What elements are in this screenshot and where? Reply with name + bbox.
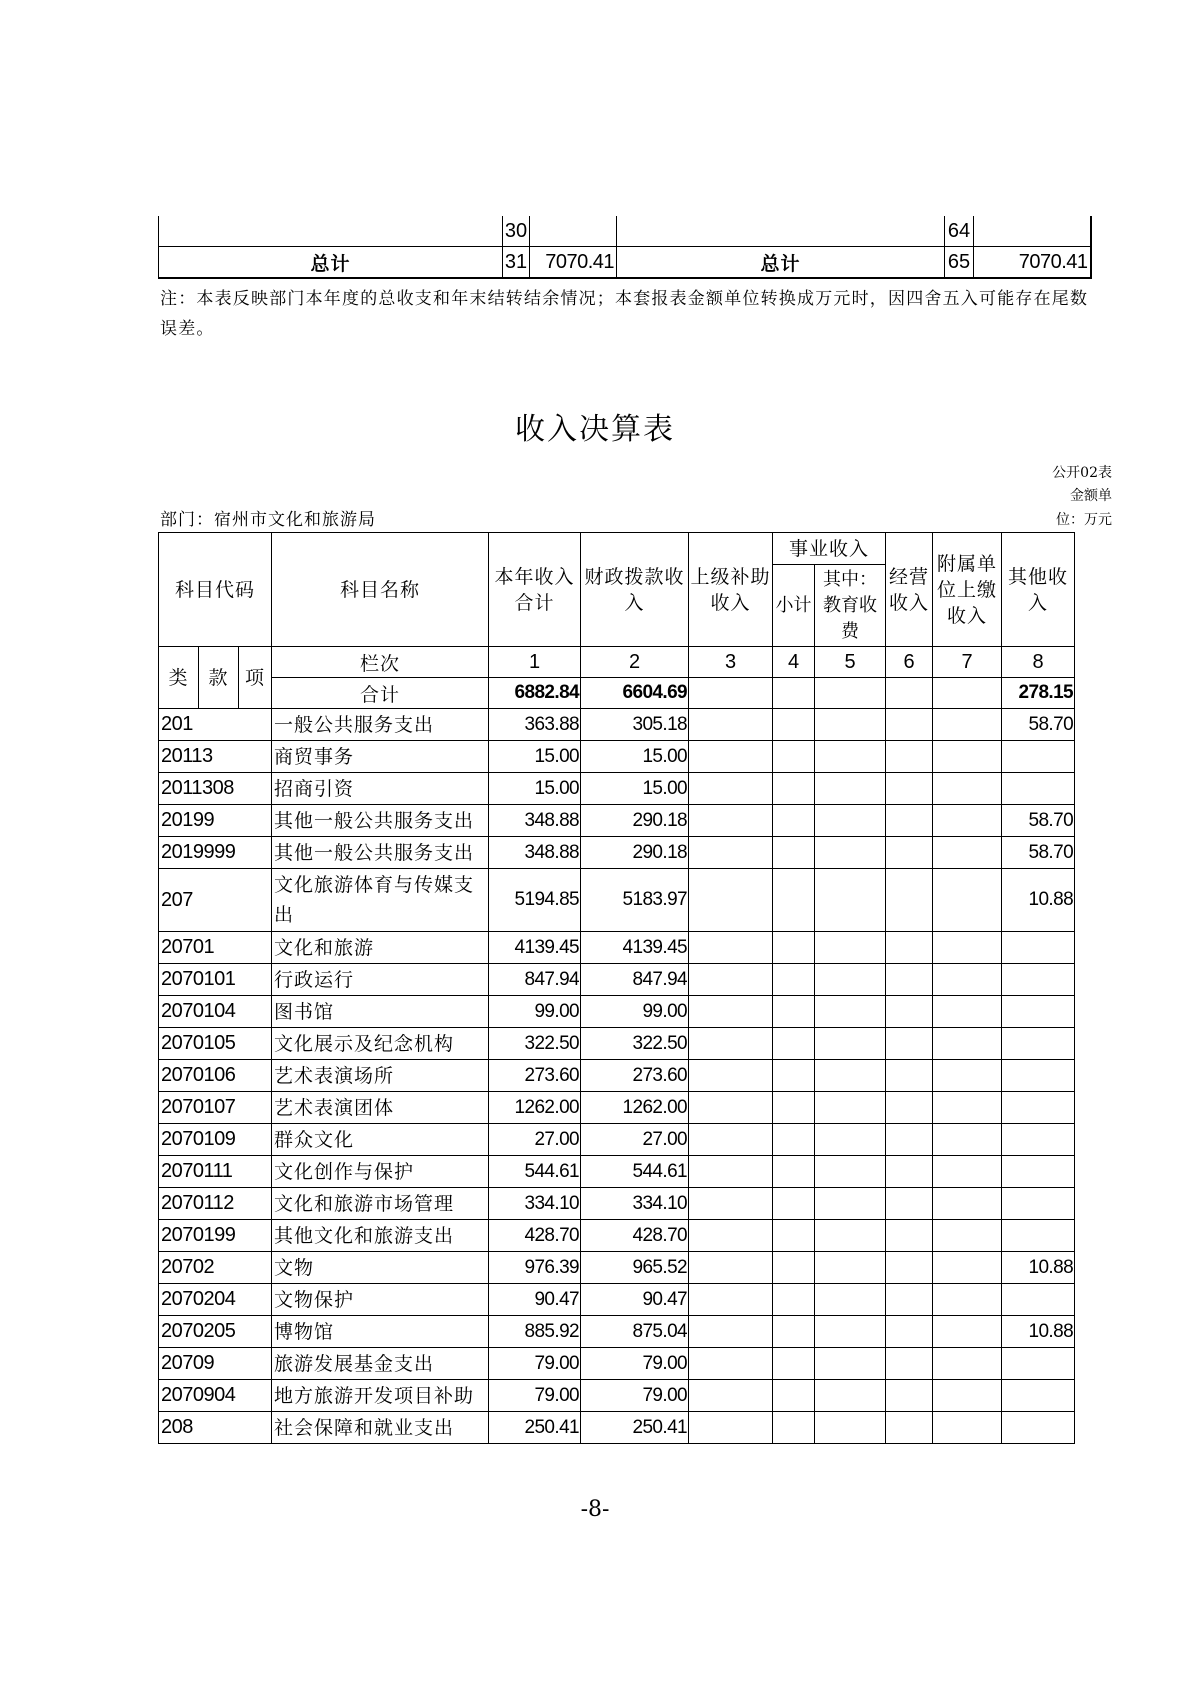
amount-cell — [689, 964, 773, 996]
amount-cell — [886, 741, 933, 773]
table-row — [159, 1348, 1075, 1380]
amount-cell: 27.00 — [581, 1124, 689, 1156]
amount-cell — [773, 741, 815, 773]
subject-name: 其他一般公共服务支出 — [272, 805, 489, 837]
column-number: 5 — [815, 647, 886, 678]
amount-cell — [933, 1316, 1002, 1348]
header-operating: 经营收入 — [886, 533, 933, 647]
amount-cell — [773, 1188, 815, 1220]
amount-cell — [933, 1156, 1002, 1188]
total-value: 6882.84 — [489, 678, 581, 709]
amount-cell: 79.00 — [581, 1348, 689, 1380]
amount-cell — [1002, 1284, 1075, 1316]
amount-cell: 363.88 — [489, 709, 581, 741]
summary-left-label: 总计 — [159, 247, 503, 279]
summary-right-line-number: 65 — [945, 247, 974, 279]
table-row — [159, 837, 1075, 869]
amount-cell: 544.61 — [581, 1156, 689, 1188]
subject-code: 208 — [159, 1412, 272, 1444]
subject-name: 招商引资 — [272, 773, 489, 805]
amount-cell — [933, 869, 1002, 932]
header-total: 本年收入合计 — [489, 533, 581, 647]
subject-code: 2070109 — [159, 1124, 272, 1156]
amount-cell — [773, 1252, 815, 1284]
table-row — [159, 741, 1075, 773]
subject-name: 商贸事务 — [272, 741, 489, 773]
amount-cell: 322.50 — [489, 1028, 581, 1060]
subject-name: 一般公共服务支出 — [272, 709, 489, 741]
amount-cell — [815, 773, 886, 805]
amount-cell — [886, 1412, 933, 1444]
amount-cell — [886, 1220, 933, 1252]
amount-cell — [815, 1220, 886, 1252]
table-row — [159, 1188, 1075, 1220]
table-row — [159, 932, 1075, 964]
amount-cell — [773, 1316, 815, 1348]
table-row — [159, 1124, 1075, 1156]
amount-cell — [689, 1284, 773, 1316]
amount-cell — [689, 1252, 773, 1284]
subject-name: 艺术表演团体 — [272, 1092, 489, 1124]
subject-code: 2011308 — [159, 773, 272, 805]
amount-cell — [773, 869, 815, 932]
amount-cell — [815, 964, 886, 996]
amount-cell — [815, 1412, 886, 1444]
amount-cell — [933, 837, 1002, 869]
amount-cell — [689, 1412, 773, 1444]
subject-code: 2070205 — [159, 1316, 272, 1348]
table-row — [159, 996, 1075, 1028]
amount-cell — [689, 1060, 773, 1092]
amount-cell — [815, 1028, 886, 1060]
amount-cell — [689, 1124, 773, 1156]
amount-cell — [815, 1060, 886, 1092]
subject-name: 社会保障和就业支出 — [272, 1412, 489, 1444]
subject-code: 20199 — [159, 805, 272, 837]
subject-name: 文物保护 — [272, 1284, 489, 1316]
subject-code: 20709 — [159, 1348, 272, 1380]
amount-cell — [815, 932, 886, 964]
subject-name: 地方旅游开发项目补助 — [272, 1380, 489, 1412]
amount-cell — [815, 1284, 886, 1316]
amount-cell — [773, 932, 815, 964]
table-row — [159, 805, 1075, 837]
amount-cell — [773, 996, 815, 1028]
header-name: 科目名称 — [272, 533, 489, 647]
amount-cell — [689, 709, 773, 741]
table-row — [159, 709, 1075, 741]
amount-cell — [933, 1380, 1002, 1412]
amount-cell — [773, 773, 815, 805]
subject-name: 其他一般公共服务支出 — [272, 837, 489, 869]
amount-cell — [933, 709, 1002, 741]
amount-cell — [773, 1028, 815, 1060]
amount-cell — [933, 1188, 1002, 1220]
amount-cell: 348.88 — [489, 837, 581, 869]
summary-left-amount — [530, 216, 617, 247]
income-table — [158, 532, 1075, 1444]
amount-cell — [815, 1348, 886, 1380]
amount-cell — [933, 964, 1002, 996]
subject-name: 博物馆 — [272, 1316, 489, 1348]
table-row — [159, 1316, 1075, 1348]
amount-cell — [886, 1060, 933, 1092]
amount-cell: 10.88 — [1002, 1316, 1075, 1348]
subject-name: 文化创作与保护 — [272, 1156, 489, 1188]
summary-right-label: 总计 — [617, 247, 945, 279]
subject-code: 2070101 — [159, 964, 272, 996]
amount-cell — [1002, 1220, 1075, 1252]
amount-cell: 305.18 — [581, 709, 689, 741]
subject-name: 图书馆 — [272, 996, 489, 1028]
page-title: 收入决算表 — [515, 412, 675, 447]
amount-cell: 273.60 — [489, 1060, 581, 1092]
amount-cell — [773, 1348, 815, 1380]
summary-right-amount: 7070.41 — [974, 247, 1091, 279]
amount-cell: 544.61 — [489, 1156, 581, 1188]
amount-cell — [886, 1092, 933, 1124]
subject-code: 2070104 — [159, 996, 272, 1028]
amount-cell: 90.47 — [489, 1284, 581, 1316]
amount-cell: 273.60 — [581, 1060, 689, 1092]
amount-cell: 79.00 — [489, 1348, 581, 1380]
summary-table-continuation — [158, 216, 1092, 279]
amount-cell: 1262.00 — [581, 1092, 689, 1124]
amount-cell: 58.70 — [1002, 837, 1075, 869]
summary-row — [159, 216, 1091, 247]
amount-cell — [1002, 741, 1075, 773]
total-value: 6604.69 — [581, 678, 689, 709]
amount-cell: 99.00 — [489, 996, 581, 1028]
amount-cell — [773, 837, 815, 869]
subject-code: 207 — [159, 869, 272, 932]
table-row — [159, 1284, 1075, 1316]
amount-cell — [689, 1188, 773, 1220]
amount-cell — [773, 1092, 815, 1124]
table-row — [159, 1156, 1075, 1188]
amount-cell — [933, 773, 1002, 805]
amount-cell — [815, 837, 886, 869]
amount-cell: 4139.45 — [489, 932, 581, 964]
form-code: 公开02表 — [1052, 465, 1112, 481]
header-affiliated: 附属单位上缴收入 — [933, 533, 1002, 647]
amount-cell — [886, 996, 933, 1028]
column-number: 2 — [581, 647, 689, 678]
amount-cell — [933, 1252, 1002, 1284]
amount-cell — [1002, 1060, 1075, 1092]
table-row — [159, 1028, 1075, 1060]
header-kuan: 款 — [199, 647, 239, 709]
total-row-label: 合计 — [272, 678, 489, 709]
amount-cell: 976.39 — [489, 1252, 581, 1284]
amount-cell: 15.00 — [581, 741, 689, 773]
total-value — [933, 678, 1002, 709]
amount-cell: 15.00 — [489, 741, 581, 773]
amount-cell — [886, 1380, 933, 1412]
table-row — [159, 773, 1075, 805]
total-value — [815, 678, 886, 709]
summary-right-label — [617, 216, 945, 247]
subject-name: 其他文化和旅游支出 — [272, 1220, 489, 1252]
page-number: -8- — [580, 1497, 610, 1522]
amount-cell — [689, 1348, 773, 1380]
amount-cell — [886, 1316, 933, 1348]
amount-cell: 334.10 — [489, 1188, 581, 1220]
amount-cell — [773, 1220, 815, 1252]
header-lei: 类 — [159, 647, 199, 709]
amount-cell — [689, 1316, 773, 1348]
amount-cell — [1002, 1412, 1075, 1444]
amount-cell: 875.04 — [581, 1316, 689, 1348]
subject-code: 2019999 — [159, 837, 272, 869]
header-code: 科目代码 — [159, 533, 272, 647]
amount-cell — [933, 1412, 1002, 1444]
amount-cell — [886, 1188, 933, 1220]
amount-cell — [886, 1124, 933, 1156]
summary-right-amount — [974, 216, 1091, 247]
amount-cell — [773, 1380, 815, 1412]
amount-cell: 58.70 — [1002, 709, 1075, 741]
amount-cell: 10.88 — [1002, 1252, 1075, 1284]
amount-cell — [815, 996, 886, 1028]
amount-cell: 27.00 — [489, 1124, 581, 1156]
column-number: 7 — [933, 647, 1002, 678]
amount-cell — [815, 869, 886, 932]
amount-cell: 847.94 — [489, 964, 581, 996]
summary-left-line-number: 30 — [503, 216, 530, 247]
amount-cell — [815, 1156, 886, 1188]
amount-cell — [773, 1412, 815, 1444]
amount-cell: 15.00 — [489, 773, 581, 805]
subject-code: 2070204 — [159, 1284, 272, 1316]
department-label: 部门：宿州市文化和旅游局 — [160, 510, 376, 530]
header-other: 其他收入 — [1002, 533, 1075, 647]
amount-cell — [1002, 932, 1075, 964]
header-business-subtotal: 小计 — [773, 565, 815, 647]
amount-cell: 428.70 — [489, 1220, 581, 1252]
subject-name: 旅游发展基金支出 — [272, 1348, 489, 1380]
amount-cell — [933, 1028, 1002, 1060]
amount-cell: 58.70 — [1002, 805, 1075, 837]
header-fiscal: 财政拨款收入 — [581, 533, 689, 647]
amount-cell — [815, 1380, 886, 1412]
amount-cell — [1002, 964, 1075, 996]
column-label: 栏次 — [272, 647, 489, 678]
amount-cell: 322.50 — [581, 1028, 689, 1060]
amount-cell — [815, 741, 886, 773]
amount-cell: 15.00 — [581, 773, 689, 805]
summary-right-line-number: 64 — [945, 216, 974, 247]
table-row — [159, 1060, 1075, 1092]
subject-code: 2070105 — [159, 1028, 272, 1060]
amount-cell: 5194.85 — [489, 869, 581, 932]
amount-cell — [886, 1284, 933, 1316]
amount-cell — [1002, 1124, 1075, 1156]
amount-cell — [773, 964, 815, 996]
amount-cell: 4139.45 — [581, 932, 689, 964]
amount-cell — [933, 1284, 1002, 1316]
amount-cell — [1002, 1156, 1075, 1188]
column-number: 1 — [489, 647, 581, 678]
subject-name: 行政运行 — [272, 964, 489, 996]
amount-cell — [773, 1060, 815, 1092]
amount-cell: 290.18 — [581, 805, 689, 837]
header-superior: 上级补助收入 — [689, 533, 773, 647]
total-value — [773, 678, 815, 709]
table-row — [159, 1252, 1075, 1284]
amount-cell — [886, 964, 933, 996]
amount-cell — [689, 805, 773, 837]
amount-cell — [886, 1156, 933, 1188]
amount-cell: 250.41 — [581, 1412, 689, 1444]
amount-cell — [815, 1252, 886, 1284]
amount-cell — [933, 996, 1002, 1028]
amount-cell — [933, 741, 1002, 773]
subject-name: 文化和旅游市场管理 — [272, 1188, 489, 1220]
amount-cell — [773, 709, 815, 741]
amount-cell — [933, 932, 1002, 964]
table-note: 注：本表反映部门本年度的总收支和年末结转结余情况；本套报表金额单位转换成万元时，因四舍五入可能存在尾数误差。 — [160, 289, 1089, 339]
amount-cell — [773, 805, 815, 837]
amount-cell — [689, 1156, 773, 1188]
amount-cell — [886, 869, 933, 932]
amount-cell — [689, 932, 773, 964]
amount-cell: 250.41 — [489, 1412, 581, 1444]
amount-cell — [1002, 1188, 1075, 1220]
header-business-education: 其中：教育收费 — [815, 565, 886, 647]
amount-unit: 金额单位：万元 — [1056, 488, 1112, 528]
subject-code: 2070904 — [159, 1380, 272, 1412]
subject-code: 2070111 — [159, 1156, 272, 1188]
amount-cell — [886, 805, 933, 837]
summary-row — [159, 247, 1091, 279]
subject-code: 2070106 — [159, 1060, 272, 1092]
amount-cell: 885.92 — [489, 1316, 581, 1348]
amount-cell: 79.00 — [489, 1380, 581, 1412]
amount-cell — [689, 996, 773, 1028]
amount-cell — [1002, 996, 1075, 1028]
header-xiang: 项 — [239, 647, 272, 709]
amount-cell — [886, 837, 933, 869]
subject-code: 2070199 — [159, 1220, 272, 1252]
amount-cell — [689, 741, 773, 773]
amount-cell — [933, 805, 1002, 837]
amount-cell: 1262.00 — [489, 1092, 581, 1124]
table-row — [159, 869, 1075, 932]
subject-name: 艺术表演场所 — [272, 1060, 489, 1092]
table-row — [159, 1412, 1075, 1444]
amount-cell — [933, 1092, 1002, 1124]
amount-cell — [689, 1092, 773, 1124]
table-row — [159, 1092, 1075, 1124]
table-row — [159, 964, 1075, 996]
amount-cell — [689, 1220, 773, 1252]
summary-left-line-number: 31 — [503, 247, 530, 279]
amount-cell — [1002, 1380, 1075, 1412]
amount-cell — [886, 709, 933, 741]
amount-cell — [815, 1092, 886, 1124]
amount-cell — [933, 1124, 1002, 1156]
amount-cell: 847.94 — [581, 964, 689, 996]
header-business: 事业收入 — [773, 533, 886, 565]
amount-cell — [689, 837, 773, 869]
amount-cell — [815, 805, 886, 837]
subject-name: 文物 — [272, 1252, 489, 1284]
amount-cell: 965.52 — [581, 1252, 689, 1284]
column-number: 3 — [689, 647, 773, 678]
column-number: 8 — [1002, 647, 1075, 678]
amount-cell — [1002, 1092, 1075, 1124]
amount-cell — [689, 1028, 773, 1060]
amount-cell — [815, 1124, 886, 1156]
amount-cell — [886, 773, 933, 805]
amount-cell — [933, 1220, 1002, 1252]
subject-code: 2070112 — [159, 1188, 272, 1220]
subject-code: 201 — [159, 709, 272, 741]
subject-code: 2070107 — [159, 1092, 272, 1124]
amount-cell — [773, 1284, 815, 1316]
amount-cell — [1002, 1348, 1075, 1380]
total-value — [689, 678, 773, 709]
amount-cell — [689, 773, 773, 805]
summary-left-label — [159, 216, 503, 247]
amount-cell — [886, 1348, 933, 1380]
amount-cell — [773, 1124, 815, 1156]
subject-name: 文化展示及纪念机构 — [272, 1028, 489, 1060]
subject-code: 20701 — [159, 932, 272, 964]
amount-cell — [689, 1380, 773, 1412]
amount-cell — [886, 1252, 933, 1284]
column-number: 4 — [773, 647, 815, 678]
amount-cell — [773, 1156, 815, 1188]
amount-cell: 290.18 — [581, 837, 689, 869]
amount-cell: 99.00 — [581, 996, 689, 1028]
subject-name: 群众文化 — [272, 1124, 489, 1156]
amount-cell — [815, 1316, 886, 1348]
subject-name: 文化旅游体育与传媒支出 — [272, 869, 489, 932]
amount-cell — [933, 1060, 1002, 1092]
amount-cell — [1002, 1028, 1075, 1060]
subject-code: 20113 — [159, 741, 272, 773]
amount-cell: 428.70 — [581, 1220, 689, 1252]
amount-cell — [886, 932, 933, 964]
total-value: 278.15 — [1002, 678, 1075, 709]
table-row — [159, 1380, 1075, 1412]
amount-cell — [933, 1348, 1002, 1380]
summary-left-amount: 7070.41 — [530, 247, 617, 279]
amount-cell — [1002, 773, 1075, 805]
amount-cell — [689, 869, 773, 932]
amount-cell — [886, 1028, 933, 1060]
amount-cell — [815, 1188, 886, 1220]
total-value — [886, 678, 933, 709]
subject-name: 文化和旅游 — [272, 932, 489, 964]
amount-cell — [815, 709, 886, 741]
amount-cell: 334.10 — [581, 1188, 689, 1220]
subject-code: 20702 — [159, 1252, 272, 1284]
column-number: 6 — [886, 647, 933, 678]
amount-cell: 348.88 — [489, 805, 581, 837]
amount-cell: 90.47 — [581, 1284, 689, 1316]
amount-cell: 10.88 — [1002, 869, 1075, 932]
amount-cell: 79.00 — [581, 1380, 689, 1412]
amount-cell: 5183.97 — [581, 869, 689, 932]
table-row — [159, 1220, 1075, 1252]
